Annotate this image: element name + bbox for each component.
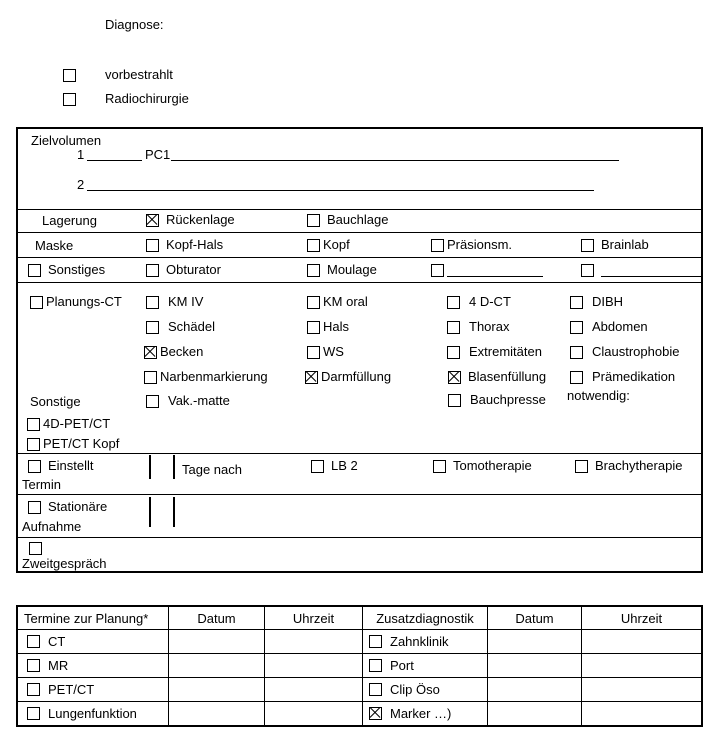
aufnahme-label: Aufnahme (22, 519, 82, 534)
planungs-ct-item[interactable] (30, 295, 122, 309)
abdomen-checkbox[interactable] (570, 321, 583, 334)
rueckenlage-item[interactable] (146, 213, 235, 227)
kopf-hals-label: Kopf-Hals (166, 237, 224, 252)
vorbestrahlt-item[interactable] (63, 68, 173, 82)
brainlab-checkbox[interactable] (581, 239, 594, 252)
schaedel-label: Schädel (168, 319, 215, 334)
marker-datum-cell[interactable] (487, 701, 581, 725)
zielvolumen-line1-blank[interactable] (87, 148, 142, 161)
kopf-item[interactable] (307, 238, 350, 252)
header-datum-2: Datum (487, 607, 581, 629)
einstellt-termin-checkbox[interactable] (28, 460, 41, 473)
vak-matte-item[interactable] (146, 394, 230, 408)
bauchlage-item[interactable] (307, 213, 388, 227)
zielvolumen-line1-value[interactable]: PC1 (145, 147, 171, 162)
diagnose-label: Diagnose: (105, 17, 164, 32)
tomotherapie-label: Tomotherapie (453, 458, 532, 473)
sonstiges-item[interactable] (28, 263, 105, 277)
clip-oeso-checkbox[interactable] (369, 683, 382, 696)
lb2-item[interactable] (311, 459, 358, 473)
port-label: Port (390, 657, 414, 673)
header-datum-1: Datum (168, 607, 264, 629)
lungenfunktion-item[interactable] (18, 701, 168, 725)
header-uhrzeit-2: Uhrzeit (581, 607, 701, 629)
stationaere-label: Stationäre (48, 499, 108, 514)
bauchpresse-label: Bauchpresse (470, 392, 546, 407)
moulage-item[interactable] (307, 263, 377, 277)
schaedel-item[interactable] (146, 320, 215, 334)
zweitgespraech-label: Zweitgespräch (22, 556, 107, 571)
kopf-checkbox[interactable] (307, 239, 320, 252)
4d-petct-label: 4D-PET/CT (43, 416, 111, 431)
clip-oeso-uhrzeit-cell[interactable] (581, 677, 701, 701)
obturator-checkbox[interactable] (146, 264, 159, 277)
zielvolumen-line1-field[interactable] (171, 148, 619, 161)
4d-ct-item[interactable] (447, 295, 511, 309)
sonstiges-blank-item-1[interactable] (431, 263, 543, 277)
narbenmarkierung-checkbox[interactable] (144, 371, 157, 384)
obturator-item[interactable] (146, 263, 221, 277)
lungenfunktion-label: Lungenfunktion (48, 705, 137, 721)
ws-label: WS (323, 344, 344, 359)
petct-checkbox[interactable] (27, 683, 40, 696)
planungs-ct-label: Planungs-CT (46, 294, 122, 309)
darmfuellung-item[interactable] (305, 370, 391, 384)
sonstiges-blank-checkbox-2[interactable] (581, 264, 594, 277)
petct-kopf-item[interactable] (27, 437, 119, 451)
petct-datum-cell[interactable] (168, 677, 264, 701)
bauchlage-label: Bauchlage (327, 212, 389, 227)
divider (18, 257, 701, 258)
maske-label: Maske (35, 238, 74, 253)
km-oral-checkbox[interactable] (307, 296, 320, 309)
praemedikation-checkbox[interactable] (570, 371, 583, 384)
abdomen-label: Abdomen (592, 319, 648, 334)
4d-ct-checkbox[interactable] (447, 296, 460, 309)
zielvolumen-line1-num: 1 (77, 147, 85, 162)
blasenfuellung-checkbox[interactable] (448, 371, 461, 384)
km-oral-item[interactable] (307, 295, 368, 309)
bauchlage-checkbox[interactable] (307, 214, 320, 227)
divider (18, 209, 701, 210)
zahnklinik-datum-cell[interactable] (487, 629, 581, 653)
ct-datum-cell[interactable] (168, 629, 264, 653)
einstellt-termin-item[interactable] (28, 459, 94, 473)
mr-datum-cell[interactable] (168, 653, 264, 677)
divider (18, 537, 701, 538)
termine-planung-table (16, 605, 703, 727)
radiochirurgie-checkbox[interactable] (63, 93, 76, 106)
zielvolumen-title: Zielvolumen (31, 133, 102, 148)
zahnklinik-uhrzeit-cell[interactable] (581, 629, 701, 653)
4d-petct-item[interactable] (27, 417, 110, 431)
petct-kopf-checkbox[interactable] (27, 438, 40, 451)
marker-label: Marker …) (390, 705, 452, 721)
km-iv-item[interactable] (146, 295, 203, 309)
mr-item[interactable] (18, 653, 168, 677)
lungenfunktion-uhrzeit-cell[interactable] (264, 701, 362, 725)
rueckenlage-label: Rückenlage (166, 212, 235, 227)
clip-oeso-label: Clip Öso (390, 681, 440, 697)
rueckenlage-checkbox[interactable] (146, 214, 159, 227)
main-form-table (16, 127, 703, 573)
praesionsm-item[interactable] (431, 238, 512, 252)
km-oral-label: KM oral (323, 294, 368, 309)
thorax-label: Thorax (469, 319, 510, 334)
thorax-item[interactable] (447, 320, 509, 334)
km-iv-checkbox[interactable] (146, 296, 159, 309)
vorbestrahlt-checkbox[interactable] (63, 69, 76, 82)
lagerung-label: Lagerung (42, 213, 97, 228)
schaedel-checkbox[interactable] (146, 321, 159, 334)
port-datum-cell[interactable] (487, 653, 581, 677)
praesionsm-checkbox[interactable] (431, 239, 444, 252)
lb2-checkbox[interactable] (311, 460, 324, 473)
becken-label: Becken (160, 344, 204, 359)
header-termine-zur-planung: Termine zur Planung* (24, 610, 149, 626)
port-checkbox[interactable] (369, 659, 382, 672)
radiochirurgie-label: Radiochirurgie (105, 91, 189, 106)
brachytherapie-item[interactable] (575, 459, 682, 473)
petct-label: PET/CT (48, 681, 95, 697)
praemedikation-label: Prämedikation (592, 369, 676, 384)
mr-label: MR (48, 657, 69, 673)
clip-oeso-datum-cell[interactable] (487, 677, 581, 701)
port-uhrzeit-cell[interactable] (581, 653, 701, 677)
vak-matte-checkbox[interactable] (146, 395, 159, 408)
dibh-item[interactable] (570, 295, 623, 309)
divider (18, 494, 701, 495)
tomotherapie-checkbox[interactable] (433, 460, 446, 473)
ct-label: CT (48, 633, 66, 649)
extremitaeten-item[interactable] (447, 345, 542, 359)
lb2-label: LB 2 (331, 458, 358, 473)
thorax-checkbox[interactable] (447, 321, 460, 334)
marker-checkbox[interactable] (369, 707, 382, 720)
lungenfunktion-datum-cell[interactable] (168, 701, 264, 725)
praesionsm-label: Präsionsm. (447, 237, 513, 252)
date-separator-bar (149, 455, 151, 479)
sonstiges-label: Sonstiges (48, 262, 106, 277)
clip-oeso-item[interactable] (362, 677, 487, 701)
petct-uhrzeit-cell[interactable] (264, 677, 362, 701)
praemedikation-item[interactable] (570, 370, 675, 384)
hals-checkbox[interactable] (307, 321, 320, 334)
blasenfuellung-label: Blasenfüllung (468, 369, 547, 384)
bauchpresse-checkbox[interactable] (448, 394, 461, 407)
claustrophobie-checkbox[interactable] (570, 346, 583, 359)
lungenfunktion-checkbox[interactable] (27, 707, 40, 720)
sonstiges-checkbox[interactable] (28, 264, 41, 277)
extremitaeten-checkbox[interactable] (447, 346, 460, 359)
narbenmarkierung-label: Narbenmarkierung (160, 369, 268, 384)
ws-checkbox[interactable] (307, 346, 320, 359)
kopf-hals-checkbox[interactable] (146, 239, 159, 252)
sonstige-label: Sonstige (30, 394, 81, 409)
mr-uhrzeit-cell[interactable] (264, 653, 362, 677)
date-separator-bar (173, 455, 175, 479)
radiochirurgie-item[interactable] (63, 92, 189, 106)
zahnklinik-checkbox[interactable] (369, 635, 382, 648)
becken-item[interactable] (144, 345, 203, 359)
stationaere-checkbox[interactable] (28, 501, 41, 514)
header-uhrzeit-1: Uhrzeit (264, 607, 362, 629)
blasenfuellung-item[interactable] (448, 370, 546, 384)
4d-ct-label: 4 D-CT (469, 294, 511, 309)
mr-checkbox[interactable] (27, 659, 40, 672)
darmfuellung-label: Darmfüllung (321, 369, 392, 384)
ws-item[interactable] (307, 345, 344, 359)
brainlab-label: Brainlab (601, 237, 649, 252)
4d-petct-checkbox[interactable] (27, 418, 40, 431)
moulage-label: Moulage (327, 262, 377, 277)
ct-checkbox[interactable] (27, 635, 40, 648)
divider (18, 453, 701, 454)
tomotherapie-item[interactable] (433, 459, 532, 473)
write-in-line[interactable] (447, 264, 543, 277)
ct-item[interactable] (18, 629, 168, 653)
divider (18, 232, 701, 233)
abdomen-item[interactable] (570, 320, 648, 334)
write-in-line[interactable] (601, 264, 701, 277)
header-zusatzdiagnostik: Zusatzdiagnostik (362, 607, 487, 629)
petct-item[interactable] (18, 677, 168, 701)
brachytherapie-label: Brachytherapie (595, 458, 683, 473)
kopf-label: Kopf (323, 237, 350, 252)
bauchpresse-item[interactable] (448, 393, 546, 407)
dibh-checkbox[interactable] (570, 296, 583, 309)
petct-kopf-label: PET/CT Kopf (43, 436, 120, 451)
zweitgespraech-checkbox[interactable] (29, 542, 42, 555)
date-separator-bar (149, 497, 151, 527)
tage-nach-label: Tage nach (182, 462, 242, 477)
marker-item[interactable] (362, 701, 487, 725)
marker-uhrzeit-cell[interactable] (581, 701, 701, 725)
planungs-ct-checkbox[interactable] (30, 296, 43, 309)
darmfuellung-checkbox[interactable] (305, 371, 318, 384)
becken-checkbox[interactable] (144, 346, 157, 359)
einstellt-label: Einstellt (48, 458, 94, 473)
claustrophobie-item[interactable] (570, 345, 679, 359)
vak-matte-label: Vak.-matte (168, 393, 230, 408)
vorbestrahlt-label: vorbestrahlt (105, 67, 173, 82)
ct-uhrzeit-cell[interactable] (264, 629, 362, 653)
divider (18, 282, 701, 283)
claustrophobie-label: Claustrophobie (592, 344, 680, 359)
termin-label: Termin (22, 477, 62, 492)
zahnklinik-label: Zahnklinik (390, 633, 449, 649)
hals-label: Hals (323, 319, 350, 334)
stationaere-aufnahme-item[interactable] (28, 500, 107, 514)
zielvolumen-line2-field[interactable] (87, 178, 594, 191)
moulage-checkbox[interactable] (307, 264, 320, 277)
zahnklinik-item[interactable] (362, 629, 487, 653)
port-item[interactable] (362, 653, 487, 677)
brainlab-item[interactable] (581, 238, 649, 252)
obturator-label: Obturator (166, 262, 221, 277)
sonstiges-blank-checkbox-1[interactable] (431, 264, 444, 277)
notwendig-label: notwendig: (567, 388, 630, 403)
extremitaeten-label: Extremitäten (469, 344, 542, 359)
km-iv-label: KM IV (168, 294, 204, 309)
date-separator-bar (173, 497, 175, 527)
hals-item[interactable] (307, 320, 349, 334)
kopf-hals-item[interactable] (146, 238, 223, 252)
sonstiges-blank-item-2[interactable] (581, 263, 701, 277)
narbenmarkierung-item[interactable] (144, 370, 268, 384)
brachytherapie-checkbox[interactable] (575, 460, 588, 473)
dibh-label: DIBH (592, 294, 624, 309)
zielvolumen-line2-num: 2 (77, 177, 85, 192)
